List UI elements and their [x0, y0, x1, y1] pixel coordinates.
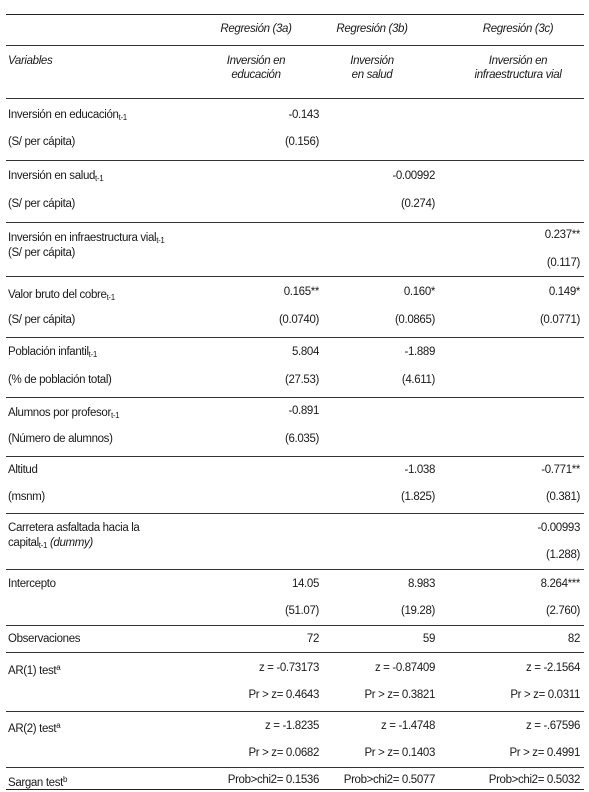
- child-pop-se-3b: (4.611): [401, 374, 435, 386]
- row-roads-label: Inversión en infraestructura vial$_{t-1}$: [8, 232, 165, 245]
- row-child-pop-unit: (% de población total): [8, 374, 112, 386]
- altitude-coef-3c: -0.771**: [541, 464, 580, 476]
- ar2-z-3b: z = -1.4748: [380, 720, 435, 732]
- intercept-se-3b: (19.28): [401, 605, 435, 617]
- child-pop-se-3a: (27.53): [285, 374, 319, 386]
- top-rule: [6, 14, 584, 15]
- row-divider: [6, 513, 584, 514]
- altitude-se-3b: (1.825): [401, 491, 435, 503]
- copper-se-3b: (0.0865): [394, 314, 435, 326]
- row-divider: [6, 625, 584, 626]
- ar1-p-3b: Pr > z= 0.3821: [364, 689, 435, 701]
- dep-var-health-line1: Inversión: [350, 55, 394, 67]
- sargan-3c: Prob>chi2= 0.5032: [488, 774, 580, 786]
- road-coef-3c: -0.00993: [537, 522, 580, 534]
- header-col-3a: Regresión (3a): [220, 23, 292, 35]
- intercept-coef-3a: 14.05: [291, 578, 319, 590]
- row-divider: [6, 397, 584, 398]
- child-pop-coef-3a: 5.804: [291, 346, 319, 358]
- ar1-z-3c: z = -2.1564: [525, 662, 580, 674]
- sargan-3a: Prob>chi2= 0.1536: [227, 774, 319, 786]
- ar1-p-3a: Pr > z= 0.4643: [248, 689, 319, 701]
- row-altitude-label: Altitud: [8, 464, 38, 476]
- ar1-z-3a: z = -0.73173: [258, 662, 319, 674]
- row-road-label-line2: capital$_{t-1}$ (dummy): [8, 537, 93, 550]
- health-se-3b: (0.274): [401, 198, 435, 210]
- observations-3b: 59: [422, 633, 435, 645]
- row-divider: [6, 652, 584, 653]
- child-pop-coef-3b: -1.889: [404, 346, 435, 358]
- ar2-p-3a: Pr > z= 0.0682: [248, 747, 319, 759]
- row-observations-label: Observaciones: [8, 633, 81, 645]
- ar2-p-3c: Pr > z= 0.4991: [509, 747, 580, 759]
- dep-var-health: [312, 54, 432, 82]
- dep-var-roads-line2: infraestructura vial: [474, 69, 562, 81]
- dep-var-roads: [454, 54, 582, 82]
- row-education-unit: (S/ per cápita): [8, 136, 75, 148]
- row-sargan-label: Sargan test$^b$: [8, 775, 68, 789]
- intercept-coef-3b: 8.983: [407, 578, 435, 590]
- row-altitude-unit: (msnm): [8, 491, 45, 503]
- education-se-3a: (0.156): [285, 136, 319, 148]
- copper-coef-3a: 0.165**: [283, 286, 319, 298]
- students-coef-3a: -0.891: [288, 405, 319, 417]
- intercept-coef-3c: 8.264***: [540, 578, 580, 590]
- altitude-coef-3b: -1.038: [404, 464, 435, 476]
- dep-var-education-line2: educación: [231, 69, 281, 81]
- ar1-z-3b: z = -0.87409: [374, 662, 435, 674]
- row-roads-unit: (S/ per cápita): [8, 247, 75, 259]
- copper-coef-3c: 0.149*: [548, 286, 580, 298]
- ar1-p-3c: Pr > z= 0.0311: [510, 689, 580, 701]
- row-road-label-line1: Carretera asfaltada hacia la: [8, 522, 140, 534]
- ar2-z-3a: z = -1.8235: [264, 720, 319, 732]
- row-child-pop-label: Población infantil$_{t-1}$: [8, 346, 97, 359]
- bottom-rule: [6, 789, 584, 790]
- row-divider: [6, 222, 584, 223]
- students-se-3a: (6.035): [285, 433, 319, 445]
- observations-3a: 72: [306, 633, 319, 645]
- header-col-3c: Regresión (3c): [482, 23, 554, 35]
- row-copper-label: Valor bruto del cobre$_{t-1}$: [8, 289, 115, 302]
- copper-coef-3b: 0.160*: [403, 286, 435, 298]
- row-divider: [6, 337, 584, 338]
- health-coef-3b: -0.00992: [392, 170, 435, 182]
- row-students-unit: (Número de alumnos): [8, 433, 113, 445]
- row-divider: [6, 767, 584, 768]
- ar2-p-3b: Pr > z= 0.1403: [364, 747, 435, 759]
- copper-se-3a: (0.0740): [278, 314, 319, 326]
- row-divider: [6, 569, 584, 570]
- copper-se-3c: (0.0771): [539, 314, 580, 326]
- observations-3c: 82: [567, 633, 580, 645]
- sargan-3b: Prob>chi2= 0.5077: [343, 774, 435, 786]
- row-divider: [6, 160, 584, 161]
- row-ar2-label: AR(2) test$^a$: [8, 721, 61, 735]
- ar2-z-3c: z = -.67596: [525, 720, 580, 732]
- dep-var-health-line2: en salud: [351, 69, 393, 81]
- header-bottom-rule: [6, 98, 584, 99]
- row-copper-unit: (S/ per cápita): [8, 314, 75, 326]
- road-se-3c: (1.288): [546, 549, 580, 561]
- dep-var-education: [196, 54, 316, 82]
- row-divider: [6, 711, 584, 712]
- row-students-label: Alumnos por profesor$_{t-1}$: [8, 407, 120, 420]
- intercept-se-3c: (2.760): [546, 605, 580, 617]
- row-divider: [6, 276, 584, 277]
- dep-var-roads-line1: Inversión en: [488, 55, 548, 67]
- variables-label: Variables: [8, 55, 53, 67]
- row-health-unit: (S/ per cápita): [8, 198, 75, 210]
- roads-se-3c: (0.117): [546, 257, 580, 269]
- altitude-se-3c: (0.381): [546, 491, 580, 503]
- row-ar1-label: AR(1) test$^a$: [8, 663, 61, 677]
- header-col-3b: Regresión (3b): [336, 23, 408, 35]
- roads-coef-3c: 0.237**: [544, 229, 580, 241]
- row-intercept-label: Intercepto: [8, 578, 56, 590]
- row-education-label: Inversión en educación$_{t-1}$: [8, 109, 127, 122]
- header-rule: [6, 45, 584, 46]
- education-coef-3a: -0.143: [288, 109, 319, 121]
- dep-var-education-line1: Inversión en: [226, 55, 286, 67]
- intercept-se-3a: (51.07): [285, 605, 319, 617]
- row-divider: [6, 456, 584, 457]
- row-health-label: Inversión en salud$_{t-1}$: [8, 170, 104, 183]
